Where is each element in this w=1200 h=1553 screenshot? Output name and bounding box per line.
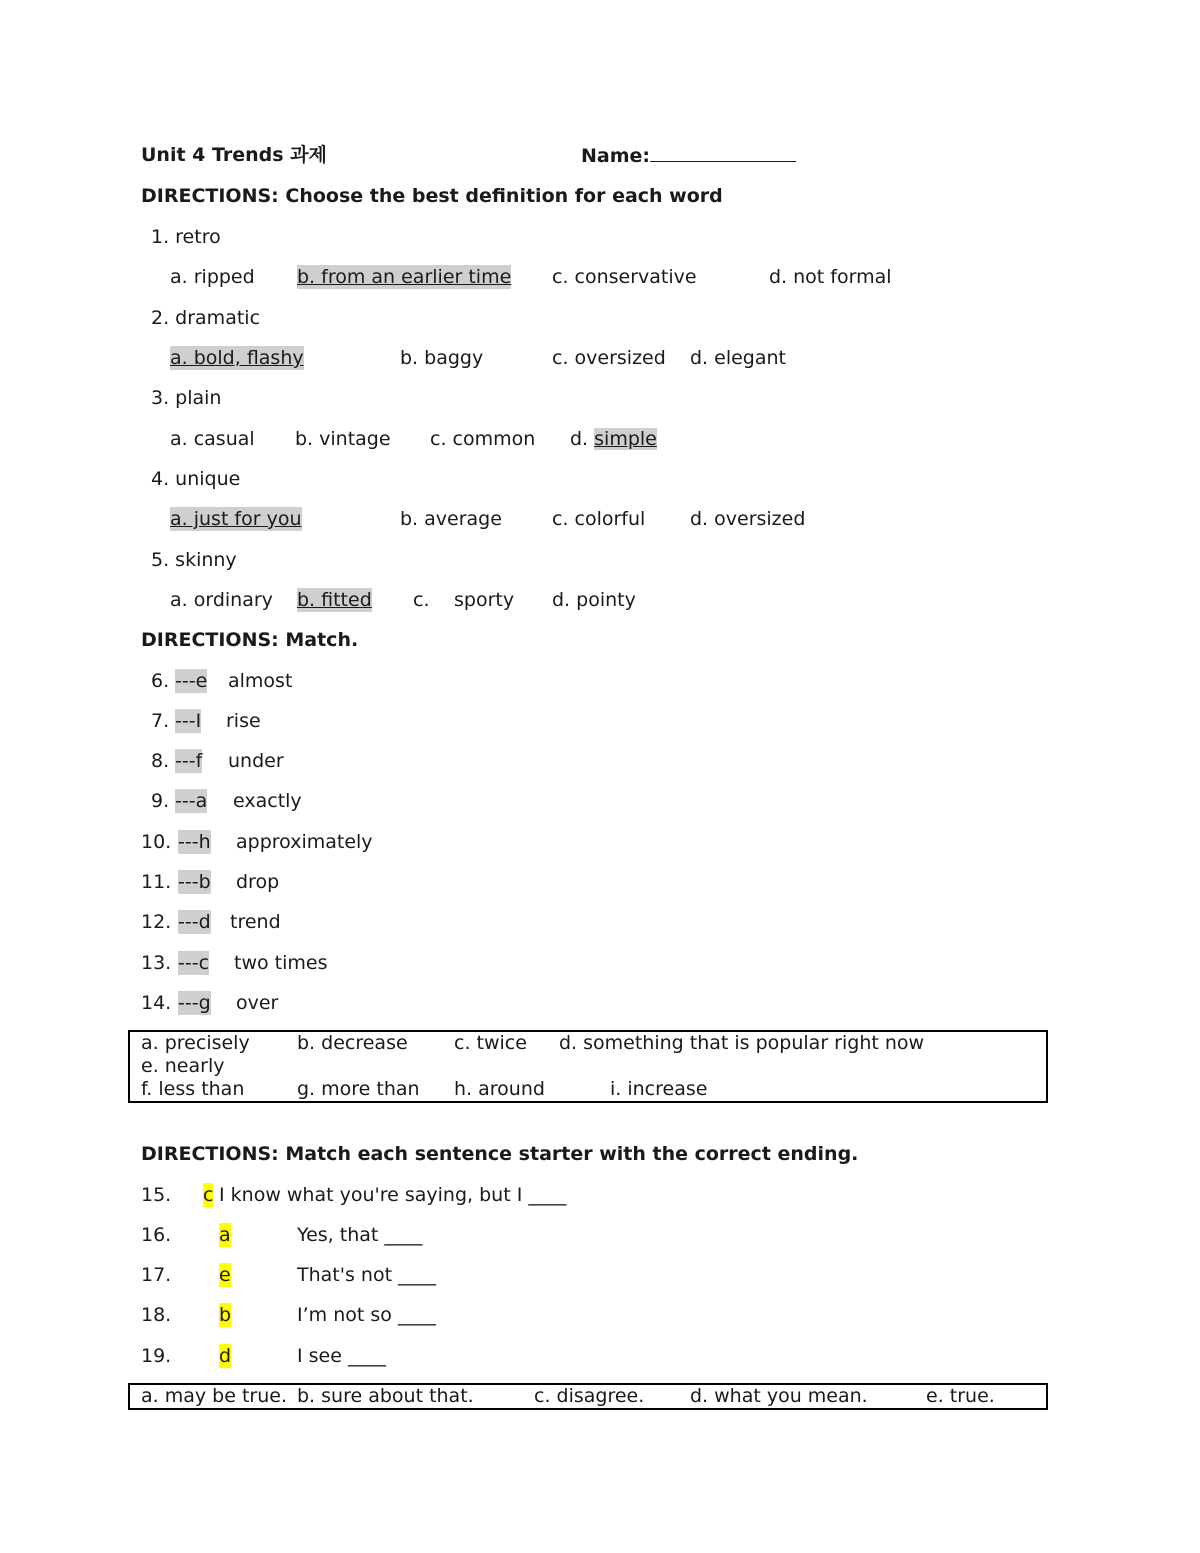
sentence-starter: I see ____ xyxy=(297,1345,386,1367)
name-field[interactable] xyxy=(581,143,796,168)
option: d. elegant xyxy=(690,347,786,369)
question-term: 5. skinny xyxy=(151,549,237,571)
question-term: 1. retro xyxy=(151,226,221,248)
sentence-starter: I’m not so ____ xyxy=(297,1304,436,1326)
sentence-starter: That's not ____ xyxy=(297,1264,437,1286)
option: b. vintage xyxy=(295,428,391,450)
match-number: 9. xyxy=(151,790,170,812)
option: b. baggy xyxy=(400,347,484,369)
option-letter: d. xyxy=(570,428,595,450)
match-word: two times xyxy=(234,952,328,974)
option-selected: a. just for you xyxy=(170,508,302,530)
name-label: Name: xyxy=(581,145,651,167)
option: b. average xyxy=(400,508,502,530)
box-option: g. more than xyxy=(297,1078,420,1100)
match-number: 6. xyxy=(151,670,170,692)
name-blank-line xyxy=(650,143,796,162)
sentence-number: 15. xyxy=(141,1184,172,1206)
match-word: rise xyxy=(226,710,261,732)
match-answer: ---h xyxy=(178,831,211,853)
box-option: d. something that is popular right now xyxy=(559,1032,925,1054)
sentence-starter: Yes, that ____ xyxy=(297,1224,423,1246)
option: a. ripped xyxy=(170,266,255,288)
sentence-answer: e xyxy=(219,1264,231,1286)
match-word: under xyxy=(228,750,284,772)
box-option: h. around xyxy=(454,1078,545,1100)
match-word: trend xyxy=(230,911,281,933)
option: c. xyxy=(413,589,430,611)
sentence-number: 19. xyxy=(141,1345,172,1367)
match-number: 13. xyxy=(141,952,172,974)
sentence-number: 17. xyxy=(141,1264,172,1286)
sentence-answer: d xyxy=(219,1345,232,1367)
directions-definitions: DIRECTIONS: Choose the best definition for each word xyxy=(141,185,723,207)
sentence-answer: a xyxy=(219,1224,231,1246)
sentence-starter: I know what you're saying, but I ____ xyxy=(219,1184,567,1206)
box-option: e. nearly xyxy=(141,1055,225,1077)
match-answer: ---g xyxy=(178,992,211,1014)
sentence-number: 16. xyxy=(141,1224,172,1246)
ending-option: a. may be true. xyxy=(141,1385,287,1407)
match-word: drop xyxy=(236,871,280,893)
worksheet-title: Unit 4 Trends 과제 xyxy=(141,144,327,166)
box-option: i. increase xyxy=(610,1078,708,1100)
option: a. casual xyxy=(170,428,255,450)
box-option: c. twice xyxy=(454,1032,527,1054)
option: d. pointy xyxy=(552,589,636,611)
option: sporty xyxy=(454,589,515,611)
match-answer: ---a xyxy=(175,790,208,812)
option: d. not formal xyxy=(769,266,892,288)
directions-match: DIRECTIONS: Match. xyxy=(141,629,359,651)
match-number: 10. xyxy=(141,831,172,853)
match-number: 8. xyxy=(151,750,170,772)
match-answer: ---f xyxy=(175,750,203,772)
match-answer: ---e xyxy=(175,670,208,692)
match-answer: ---d xyxy=(178,911,211,933)
option: c. colorful xyxy=(552,508,646,530)
ending-option: b. sure about that. xyxy=(297,1385,474,1407)
option xyxy=(570,427,657,451)
sentence-number: 18. xyxy=(141,1304,172,1326)
sentence-answer: c xyxy=(203,1184,214,1206)
option-selected: simple xyxy=(594,428,657,450)
sentence-answer: b xyxy=(219,1304,232,1326)
match-number: 14. xyxy=(141,992,172,1014)
match-number: 11. xyxy=(141,871,172,893)
ending-option: c. disagree. xyxy=(534,1385,645,1407)
match-word: almost xyxy=(228,670,293,692)
match-number: 7. xyxy=(151,710,170,732)
box-option: b. decrease xyxy=(297,1032,408,1054)
question-term: 3. plain xyxy=(151,387,222,409)
match-answer: ---b xyxy=(178,871,211,893)
question-term: 4. unique xyxy=(151,468,241,490)
match-word: approximately xyxy=(236,831,373,853)
box-option: a. precisely xyxy=(141,1032,250,1054)
question-term: 2. dramatic xyxy=(151,307,261,329)
option: c. common xyxy=(430,428,536,450)
option-selected: b. from an earlier time xyxy=(297,266,512,288)
option-selected: a. bold, flashy xyxy=(170,347,304,369)
option: c. oversized xyxy=(552,347,666,369)
option-selected: b. fitted xyxy=(297,589,372,611)
match-word: over xyxy=(236,992,279,1014)
option: c. conservative xyxy=(552,266,697,288)
option: a. ordinary xyxy=(170,589,273,611)
match-number: 12. xyxy=(141,911,172,933)
match-answer: ---c xyxy=(178,952,210,974)
option: d. oversized xyxy=(690,508,806,530)
directions-sentences: DIRECTIONS: Match each sentence starter with the correct ending. xyxy=(141,1143,859,1165)
match-answer: ---I xyxy=(175,710,202,732)
box-option: f. less than xyxy=(141,1078,245,1100)
match-word: exactly xyxy=(233,790,302,812)
ending-option: d. what you mean. xyxy=(690,1385,868,1407)
ending-option: e. true. xyxy=(926,1385,995,1407)
